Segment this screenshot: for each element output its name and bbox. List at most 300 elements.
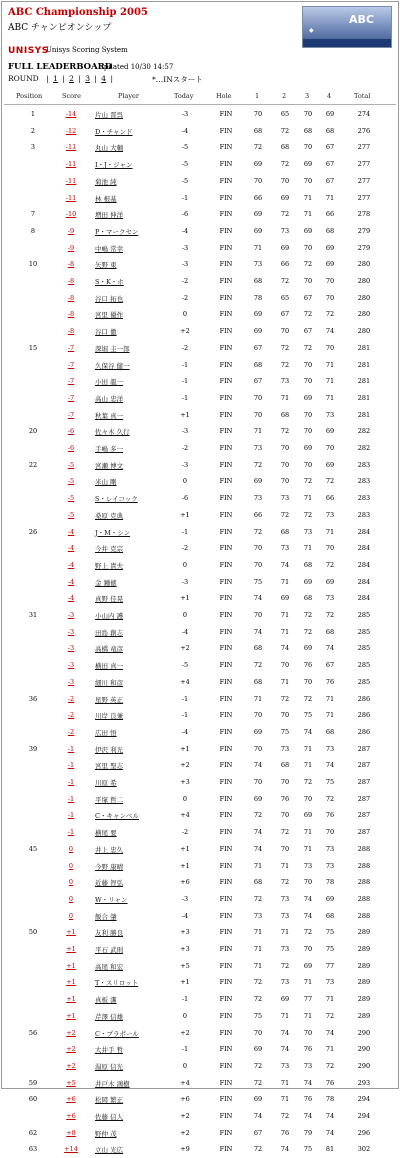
- round4-cell: 72: [325, 1011, 335, 1020]
- total-cell: 287: [357, 794, 371, 803]
- table-row: [2, 791, 398, 808]
- player-name-link[interactable]: 菊池 純: [95, 177, 117, 186]
- position-cell: 31: [28, 611, 38, 619]
- player-name-link[interactable]: 秋葉 真一: [95, 411, 124, 420]
- hole-cell: FIN: [219, 945, 233, 953]
- score-cell[interactable]: 0: [68, 844, 74, 853]
- player-name-link[interactable]: S・レイコック: [95, 495, 138, 504]
- score-cell[interactable]: +6: [66, 1112, 76, 1120]
- today-cell: -3: [181, 243, 189, 252]
- round1-cell: 72: [253, 1078, 263, 1087]
- score-cell[interactable]: +1: [66, 945, 76, 953]
- player-name-link[interactable]: I・J・ジャン: [95, 161, 133, 170]
- score-cell[interactable]: -4: [67, 560, 75, 569]
- round3-cell: 71: [303, 828, 313, 837]
- hole-cell: FIN: [219, 711, 233, 720]
- player-name-link[interactable]: 宮瀬 博文: [95, 461, 124, 470]
- player-name-link[interactable]: 片山 晋呉: [95, 111, 124, 119]
- today-cell: +4: [180, 1078, 190, 1087]
- round1-cell: 70: [253, 176, 263, 185]
- round2-cell: 73: [280, 744, 290, 753]
- player-name-link[interactable]: 手嶋 多一: [95, 445, 124, 453]
- round3-cell: 69: [303, 644, 313, 653]
- round2-cell: 71: [280, 677, 290, 686]
- score-cell[interactable]: -6: [67, 444, 75, 452]
- score-cell[interactable]: -3: [67, 661, 75, 670]
- round1-cell: 71: [253, 861, 263, 870]
- player-name-link[interactable]: P・マークセン: [95, 227, 139, 236]
- round4-cell: 71: [325, 193, 335, 202]
- today-cell: -2: [181, 277, 189, 285]
- score-cell[interactable]: 0: [68, 861, 74, 870]
- round2-cell: 70: [280, 661, 290, 670]
- score-cell[interactable]: -2: [67, 727, 75, 736]
- score-cell[interactable]: -9: [67, 243, 75, 252]
- round3-cell: 72: [303, 510, 313, 519]
- today-cell: +3: [180, 778, 190, 786]
- player-name-link[interactable]: 林 根基: [95, 194, 117, 203]
- score-cell[interactable]: -3: [67, 677, 75, 686]
- player-name-link[interactable]: 星野 英正: [95, 695, 124, 704]
- round-link-1[interactable]: 1: [53, 74, 58, 83]
- round3-cell: 71: [303, 844, 313, 853]
- player-name-link[interactable]: J・M・シン: [95, 528, 131, 537]
- score-cell[interactable]: +6: [66, 1095, 76, 1104]
- total-cell: 290: [357, 1045, 371, 1054]
- round1-cell: 74: [253, 627, 263, 636]
- player-name-link[interactable]: 真板 潔: [95, 996, 117, 1005]
- hole-cell: FIN: [219, 176, 233, 185]
- player-name-link[interactable]: 谷口 拓也: [95, 294, 124, 303]
- player-name-link[interactable]: 井戸木 鴻樹: [95, 1079, 130, 1088]
- score-cell[interactable]: -4: [67, 577, 75, 586]
- round3-cell: 70: [303, 360, 313, 369]
- round4-cell: 69: [325, 110, 335, 118]
- total-cell: 277: [357, 160, 371, 169]
- player-name-link[interactable]: 田島 創志: [95, 628, 124, 637]
- col-hole-header: Hole: [216, 92, 232, 100]
- round1-cell: 66: [253, 510, 263, 519]
- today-cell: -1: [181, 1045, 189, 1054]
- table-row: [2, 290, 398, 307]
- score-cell[interactable]: -10: [65, 210, 77, 219]
- player-name-link[interactable]: 金 鍾徳: [95, 578, 117, 587]
- total-cell: 281: [357, 343, 371, 352]
- round4-cell: 71: [325, 527, 335, 536]
- table-row: [2, 958, 398, 975]
- score-cell[interactable]: -1: [67, 744, 75, 753]
- round1-cell: 72: [253, 661, 263, 670]
- score-cell[interactable]: +1: [66, 928, 76, 937]
- position-cell: 45: [28, 844, 38, 853]
- col-player-header: Player: [118, 92, 139, 100]
- score-cell[interactable]: -4: [67, 594, 75, 603]
- round2-cell: 72: [280, 510, 290, 519]
- player-name-link[interactable]: 湯原 信光: [95, 1062, 124, 1071]
- today-cell: 0: [182, 310, 188, 319]
- score-cell[interactable]: -4: [67, 527, 75, 536]
- score-cell[interactable]: -1: [67, 828, 75, 837]
- round3-cell: 70: [303, 243, 313, 252]
- player-name-link[interactable]: 川原 希: [95, 779, 117, 787]
- table-row: [2, 440, 398, 457]
- score-cell[interactable]: -7: [67, 393, 75, 402]
- round1-cell: 67: [253, 1128, 263, 1137]
- round1-cell: 70: [253, 711, 263, 720]
- round2-cell: 74: [280, 1145, 290, 1154]
- player-name-link[interactable]: 野仲 茂: [95, 1129, 117, 1138]
- table-row: [2, 106, 398, 123]
- hole-cell: FIN: [219, 1061, 233, 1070]
- score-cell[interactable]: -9: [67, 226, 75, 235]
- player-name-link[interactable]: 大井手 哲: [95, 1046, 124, 1055]
- round3-cell: 69: [303, 160, 313, 169]
- today-cell: -3: [181, 260, 189, 269]
- round4-cell: 69: [325, 260, 335, 269]
- player-name-link[interactable]: 中嶋 常幸: [95, 244, 124, 253]
- hole-cell: FIN: [219, 343, 233, 352]
- round3-cell: 73: [303, 861, 313, 870]
- score-cell[interactable]: +2: [66, 1061, 76, 1070]
- player-name-link[interactable]: 小田 龍一: [95, 378, 124, 387]
- player-name-link[interactable]: 谷口 徹: [95, 328, 117, 337]
- round3-cell: 68: [303, 126, 313, 135]
- today-cell: -3: [181, 460, 189, 469]
- score-cell[interactable]: -8: [67, 327, 75, 336]
- round1-cell: 68: [253, 277, 263, 285]
- round2-cell: 73: [280, 894, 290, 903]
- table-row: [2, 841, 398, 858]
- round2-cell: 71: [280, 1078, 290, 1087]
- player-name-link[interactable]: W・リャン: [95, 895, 128, 904]
- player-name-link[interactable]: 真野 佳晃: [95, 595, 124, 604]
- round3-cell: 68: [303, 560, 313, 569]
- round1-cell: 68: [253, 878, 263, 887]
- player-name-link[interactable]: 桑原 克典: [95, 511, 124, 520]
- hole-cell: FIN: [219, 1028, 233, 1037]
- table-row: [2, 1058, 398, 1075]
- player-name-link[interactable]: 今井 克宗: [95, 545, 124, 554]
- player-name-link[interactable]: 宮里 聖志: [95, 762, 124, 771]
- total-cell: 283: [357, 477, 371, 486]
- round4-cell: 73: [325, 978, 335, 987]
- score-cell[interactable]: -5: [67, 510, 75, 519]
- position-cell: 62: [28, 1128, 38, 1137]
- player-name-link[interactable]: 今野 康晴: [95, 862, 124, 871]
- player-name-link[interactable]: 野上 貴夫: [95, 561, 124, 570]
- player-name-link[interactable]: 広田 悟: [95, 728, 117, 737]
- total-cell: 289: [357, 945, 371, 953]
- round2-cell: 74: [280, 1045, 290, 1054]
- round3-cell: 75: [303, 1145, 313, 1154]
- score-cell[interactable]: -1: [67, 778, 75, 786]
- score-cell[interactable]: -6: [67, 427, 75, 436]
- round2-cell: 71: [280, 1095, 290, 1104]
- score-cell[interactable]: -3: [67, 644, 75, 653]
- hole-cell: FIN: [219, 527, 233, 536]
- score-cell[interactable]: -11: [65, 193, 77, 202]
- score-cell[interactable]: +2: [66, 1045, 76, 1054]
- round2-cell: 73: [280, 978, 290, 987]
- position-cell: 60: [28, 1095, 38, 1104]
- round3-cell: 74: [303, 911, 313, 920]
- score-cell[interactable]: +1: [66, 995, 76, 1004]
- total-cell: 282: [357, 444, 371, 452]
- round3-cell: 72: [303, 627, 313, 636]
- round3-cell: 74: [303, 1112, 313, 1120]
- round4-cell: 70: [325, 293, 335, 302]
- round-label: ROUND: [8, 74, 39, 83]
- player-name-link[interactable]: 佐々木 久行: [95, 428, 130, 437]
- score-cell[interactable]: +2: [66, 1028, 76, 1037]
- table-row: [2, 941, 398, 958]
- round1-cell: 66: [253, 193, 263, 202]
- score-cell[interactable]: -8: [67, 277, 75, 285]
- player-name-link[interactable]: 矢野 東: [95, 261, 117, 270]
- today-cell: +1: [180, 744, 190, 753]
- round1-cell: 70: [253, 1028, 263, 1037]
- round4-cell: 74: [325, 1028, 335, 1037]
- player-name-link[interactable]: 平塚 哲二: [95, 795, 124, 804]
- round2-cell: 73: [280, 377, 290, 386]
- score-cell[interactable]: -11: [65, 160, 77, 169]
- round-link-4[interactable]: 4: [101, 74, 107, 83]
- score-cell[interactable]: -1: [67, 761, 75, 770]
- player-name-link[interactable]: 丸山 大輔: [95, 144, 124, 153]
- total-cell: 287: [357, 744, 371, 753]
- player-name-link[interactable]: 深堀 圭一郎: [95, 344, 130, 353]
- round1-cell: 72: [253, 527, 263, 536]
- today-cell: 0: [182, 1011, 188, 1020]
- round4-cell: 71: [325, 995, 335, 1004]
- player-name-link[interactable]: 平石 武則: [95, 946, 124, 954]
- player-name-link[interactable]: 久保谷 健一: [95, 361, 130, 370]
- round2-cell: 75: [280, 727, 290, 736]
- total-cell: 285: [357, 677, 371, 686]
- round3-cell: 73: [303, 1061, 313, 1070]
- today-cell: -1: [181, 193, 189, 202]
- round1-cell: 67: [253, 377, 263, 386]
- score-cell[interactable]: +1: [66, 978, 76, 987]
- round2-cell: 73: [280, 226, 290, 235]
- table-row: [2, 1075, 398, 1092]
- player-name-link[interactable]: 高山 忠洋: [95, 394, 124, 403]
- table-row: [2, 574, 398, 591]
- round1-cell: 74: [253, 761, 263, 770]
- player-name-link[interactable]: C・プラポール: [95, 1029, 139, 1038]
- hole-cell: FIN: [219, 911, 233, 920]
- round2-cell: 68: [280, 143, 290, 152]
- round1-cell: 78: [253, 293, 263, 302]
- header-divider: [4, 104, 396, 105]
- table-row: [2, 807, 398, 824]
- position-cell: 15: [28, 343, 38, 352]
- hole-cell: FIN: [219, 577, 233, 586]
- hole-cell: FIN: [219, 878, 233, 887]
- score-cell[interactable]: 0: [68, 911, 74, 920]
- score-cell[interactable]: 0: [68, 894, 74, 903]
- score-cell[interactable]: -7: [67, 377, 75, 386]
- table-row: [2, 757, 398, 774]
- score-cell[interactable]: -5: [67, 460, 75, 469]
- player-name-link[interactable]: 芹澤 信雄: [95, 1012, 124, 1021]
- score-cell[interactable]: -5: [67, 477, 75, 486]
- round1-cell: 71: [253, 945, 263, 953]
- player-name-link[interactable]: 横尾 要: [95, 829, 117, 838]
- score-cell[interactable]: -3: [67, 627, 75, 636]
- round2-cell: 72: [280, 160, 290, 169]
- total-cell: 290: [357, 1028, 371, 1037]
- hole-cell: FIN: [219, 644, 233, 653]
- round4-cell: 74: [325, 644, 335, 653]
- round1-cell: 69: [253, 226, 263, 235]
- table-row: [2, 323, 398, 340]
- round1-cell: 68: [253, 360, 263, 369]
- score-cell[interactable]: -7: [67, 410, 75, 419]
- total-cell: 288: [357, 911, 371, 920]
- player-name-link[interactable]: 井上 忠久: [95, 845, 124, 854]
- table-row: [2, 240, 398, 257]
- round4-cell: 69: [325, 894, 335, 903]
- player-name-link[interactable]: 増田 伸洋: [95, 211, 124, 220]
- score-cell[interactable]: -7: [67, 360, 75, 369]
- round3-cell: 70: [303, 1028, 313, 1037]
- today-cell: +3: [180, 928, 190, 937]
- hole-cell: FIN: [219, 928, 233, 937]
- table-row: [2, 407, 398, 424]
- round4-cell: 81: [325, 1145, 335, 1154]
- player-name-link[interactable]: 立山 光広: [95, 1146, 124, 1155]
- score-cell[interactable]: -12: [65, 126, 77, 135]
- round1-cell: 69: [253, 210, 263, 219]
- score-cell[interactable]: -11: [65, 176, 77, 185]
- score-cell[interactable]: -14: [65, 110, 77, 118]
- round1-cell: 72: [253, 1145, 263, 1154]
- score-cell[interactable]: -1: [67, 794, 75, 803]
- table-row: [2, 891, 398, 908]
- round3-cell: 70: [303, 110, 313, 118]
- today-cell: -3: [181, 577, 189, 586]
- round1-cell: 72: [253, 1061, 263, 1070]
- player-name-link[interactable]: 伊沢 利光: [95, 745, 124, 754]
- score-cell[interactable]: -7: [67, 343, 75, 352]
- round2-cell: 69: [280, 594, 290, 603]
- player-name-link[interactable]: T・スリロット: [95, 979, 139, 988]
- hole-cell: FIN: [219, 995, 233, 1004]
- score-cell[interactable]: +5: [66, 1078, 76, 1087]
- player-name-link[interactable]: 小山内 護: [95, 612, 124, 620]
- score-cell[interactable]: -5: [67, 494, 75, 503]
- round3-cell: 72: [303, 694, 313, 703]
- round-link-2[interactable]: 2: [69, 74, 74, 83]
- player-name-link[interactable]: 高橋 竜彦: [95, 645, 124, 654]
- score-cell[interactable]: -4: [67, 544, 75, 553]
- player-name-link[interactable]: 川岸 良兼: [95, 712, 124, 721]
- round4-cell: 67: [325, 143, 335, 152]
- round1-cell: 74: [253, 1112, 263, 1120]
- score-cell[interactable]: +1: [66, 961, 76, 970]
- score-cell[interactable]: -8: [67, 310, 75, 319]
- total-cell: 286: [357, 694, 371, 703]
- today-cell: +6: [180, 878, 190, 887]
- round1-cell: 70: [253, 560, 263, 569]
- hole-cell: FIN: [219, 560, 233, 569]
- player-name-link[interactable]: 横田 真一: [95, 662, 124, 671]
- score-cell[interactable]: -2: [67, 694, 75, 703]
- table-row: [2, 540, 398, 557]
- score-cell[interactable]: -8: [67, 293, 75, 302]
- updated-timestamp: Updated 10/30 14:57: [98, 63, 174, 71]
- total-cell: 283: [357, 494, 371, 503]
- round1-cell: 69: [253, 160, 263, 169]
- total-cell: 289: [357, 928, 371, 937]
- round2-cell: 72: [280, 427, 290, 436]
- player-name-link[interactable]: S・K・ホ: [95, 278, 124, 286]
- player-name-link[interactable]: C・キャンベル: [95, 812, 139, 821]
- player-name-link[interactable]: 宮里 優作: [95, 311, 124, 320]
- total-cell: 288: [357, 844, 371, 853]
- hole-cell: FIN: [219, 126, 233, 135]
- round3-cell: 72: [303, 310, 313, 319]
- player-name-link[interactable]: 細川 和彦: [95, 678, 124, 687]
- score-cell[interactable]: +8: [66, 1128, 76, 1137]
- player-name-link[interactable]: 米山 剛: [95, 478, 117, 487]
- position-cell: 10: [28, 260, 38, 269]
- table-row: [2, 724, 398, 741]
- score-cell[interactable]: +14: [64, 1145, 78, 1154]
- score-cell[interactable]: -2: [67, 711, 75, 720]
- round1-cell: 73: [253, 911, 263, 920]
- score-cell[interactable]: -3: [67, 611, 75, 619]
- round3-cell: 70: [303, 878, 313, 887]
- score-cell[interactable]: -8: [67, 260, 75, 269]
- round1-cell: 70: [253, 744, 263, 753]
- hole-cell: FIN: [219, 327, 233, 336]
- player-name-link[interactable]: 近藤 智弘: [95, 879, 124, 888]
- round2-cell: 71: [280, 611, 290, 619]
- player-name-link[interactable]: D・チャンド: [95, 127, 133, 136]
- total-cell: 287: [357, 828, 371, 837]
- score-cell[interactable]: -1: [67, 811, 75, 820]
- table-row: [2, 173, 398, 190]
- position-cell: 3: [30, 143, 36, 152]
- round2-cell: 67: [280, 310, 290, 319]
- tournament-logo: [302, 6, 392, 48]
- player-name-link[interactable]: 友利 勝良: [95, 929, 124, 938]
- player-name-link[interactable]: 佐藤 信人: [95, 1113, 124, 1121]
- round1-cell: 72: [253, 894, 263, 903]
- round2-cell: 70: [280, 444, 290, 452]
- round3-cell: 70: [303, 794, 313, 803]
- page-frame: [1, 1, 399, 1155]
- score-cell[interactable]: -11: [65, 143, 77, 152]
- player-name-link[interactable]: 松岡 繁正: [95, 1096, 124, 1105]
- round1-cell: 72: [253, 460, 263, 469]
- player-name-link[interactable]: 飯合 肇: [95, 912, 117, 921]
- player-name-link[interactable]: 高尾 和宏: [95, 962, 124, 971]
- score-cell[interactable]: 0: [68, 878, 74, 887]
- hole-cell: FIN: [219, 427, 233, 436]
- round1-cell: 68: [253, 126, 263, 135]
- hole-cell: FIN: [219, 143, 233, 152]
- round-link-3[interactable]: 3: [85, 74, 90, 83]
- total-cell: 288: [357, 861, 371, 870]
- round3-cell: 68: [303, 594, 313, 603]
- round1-cell: 70: [253, 611, 263, 619]
- hole-cell: FIN: [219, 544, 233, 553]
- col-position-header: Position: [16, 92, 43, 100]
- score-cell[interactable]: +1: [66, 1011, 76, 1020]
